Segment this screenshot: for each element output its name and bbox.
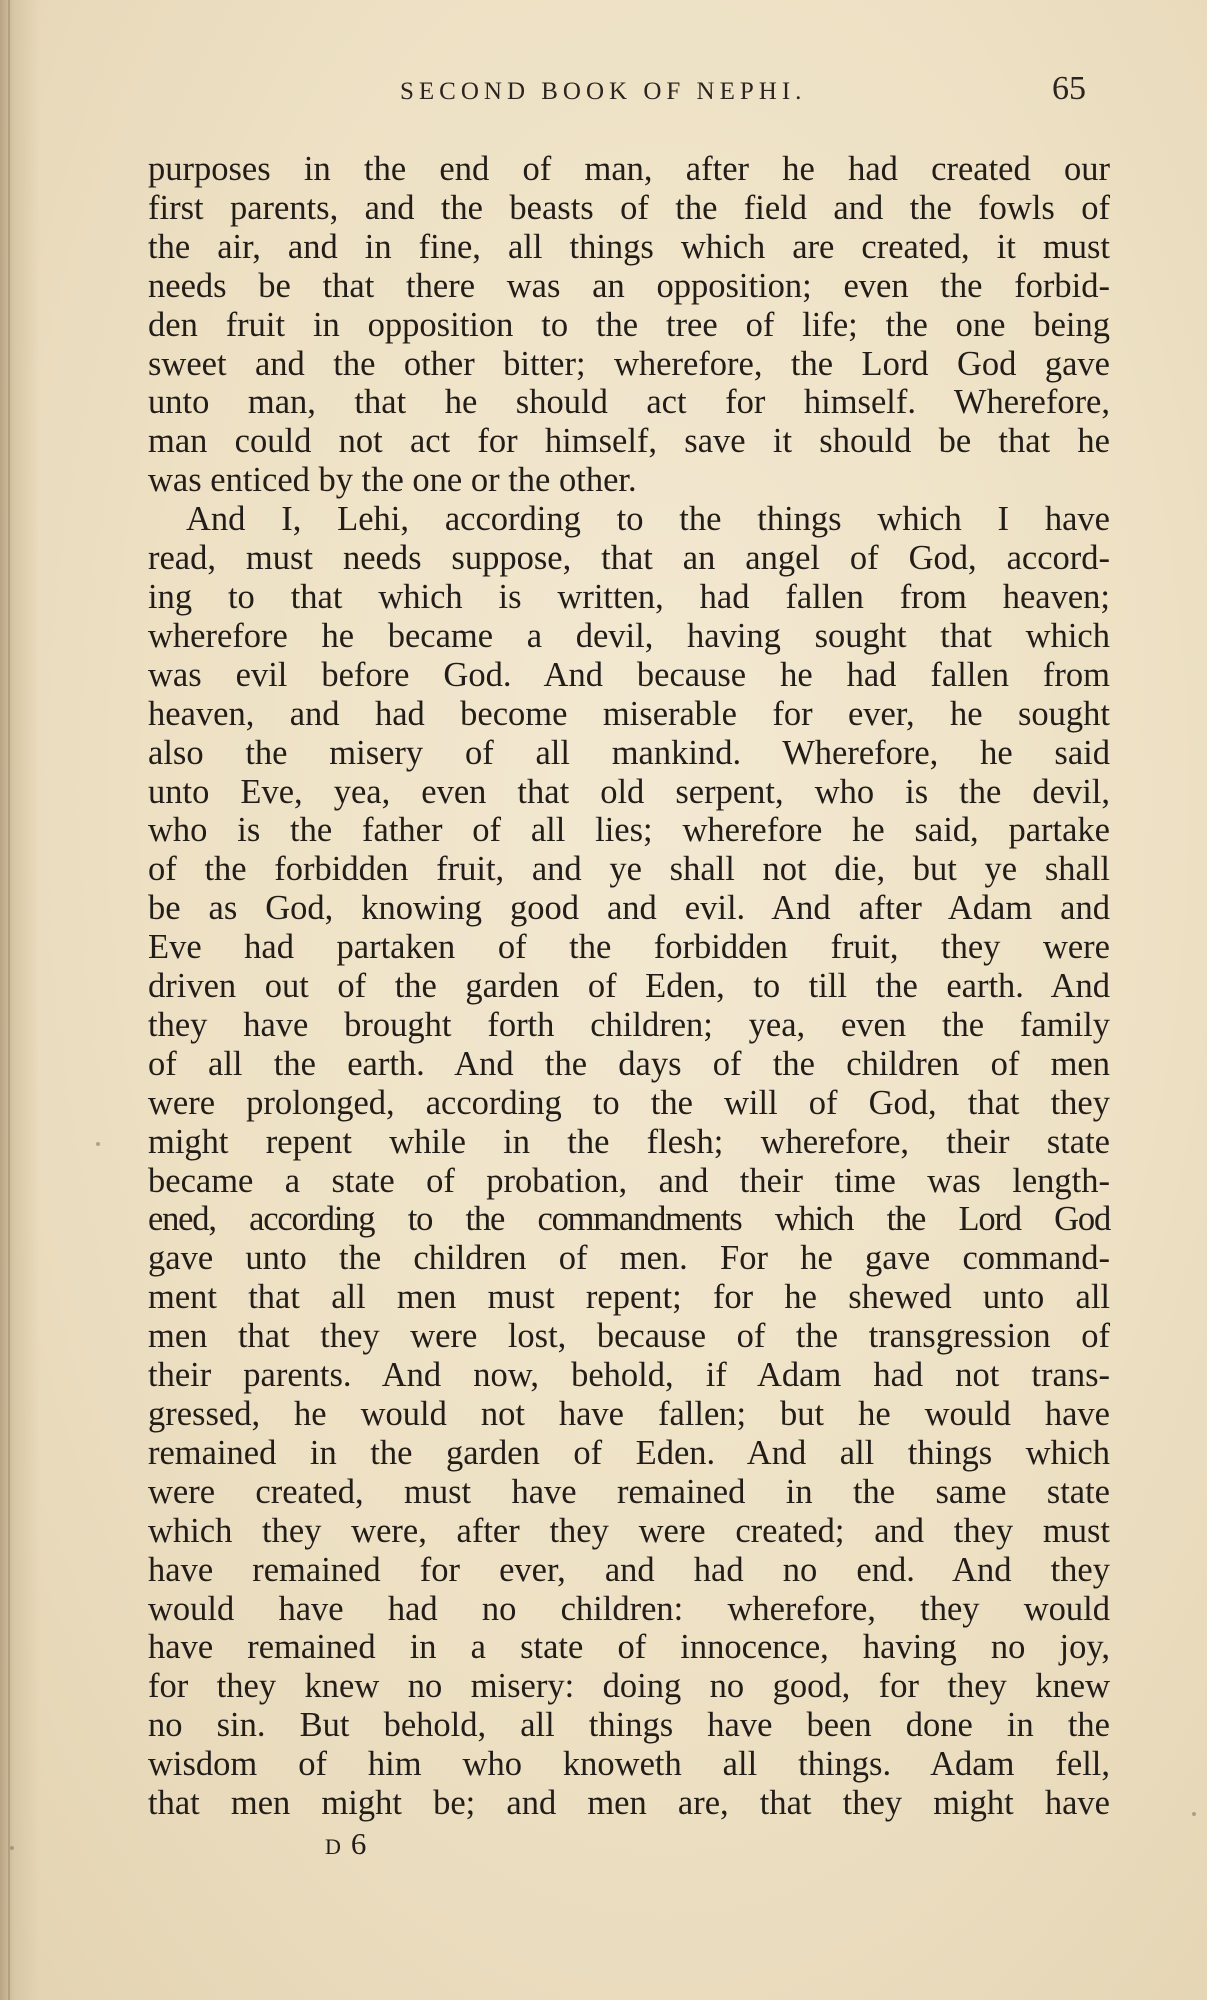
text-line: remained in the garden of Eden. And all things which [148,1433,1110,1472]
paper-speck [10,1846,14,1850]
text-line: be as God, knowing good and evil. And after Adam and [148,889,1110,928]
text-line: wherefore he became a devil, having sought that which [148,616,1110,655]
text-line: they have brought forth children; yea, even the family [148,1005,1110,1044]
text-line: ened, according to the commandments which the Lord God [148,1200,1110,1239]
text-line: were created, must have remained in the same state [148,1472,1110,1511]
text-line: were prolonged, according to the will of God, that they [148,1083,1110,1122]
text-line: who is the father of all lies; wherefore he said, partake [148,811,1110,850]
text-line: have remained in a state of innocence, having no joy, [148,1628,1110,1667]
text-line: And I, Lehi, according to the things which I have [186,500,1110,539]
text-line: became a state of probation, and their time was length- [148,1161,1110,1200]
gutter-edge [8,0,10,2000]
text-line: gave unto the children of men. For he gave command- [148,1239,1110,1278]
text-line: men that they were lost, because of the transgression of [148,1317,1110,1356]
text-line: unto man, that he should act for himself. Wherefore, [148,383,1110,422]
text-line: ing to that which is written, had fallen from heaven; [148,577,1110,616]
text-line: also the misery of all mankind. Wherefore, he said [148,733,1110,772]
text-line: for they knew no misery: doing no good, for they knew [148,1667,1110,1706]
text-line: gressed, he would not have fallen; but he would have [148,1395,1110,1433]
text-line: was enticed by the one or the other. [148,461,637,500]
paper-speck [96,1142,100,1146]
text-line: read, must needs suppose, that an angel of God, accord- [148,539,1110,578]
body-text [148,150,1110,1823]
text-line: their parents. And now, behold, if Adam had not trans- [148,1356,1110,1395]
running-head: SECOND BOOK OF NEPHI. [400,78,807,105]
paper-speck [1192,1812,1196,1816]
text-line: driven out of the garden of Eden, to till the earth. And [148,967,1110,1006]
text-line: Eve had partaken of the forbidden fruit, they were [148,928,1110,967]
text-line: first parents, and the beasts of the field and the fowls of [148,188,1110,227]
text-line: wisdom of him who knoweth all things. Adam fell, [148,1745,1110,1784]
text-line: of the forbidden fruit, and ye shall not die, but ye shall [148,850,1110,889]
text-line: no sin. But behold, all things have been done in the [148,1706,1110,1745]
text-line: den fruit in opposition to the tree of life; the one being [148,305,1110,344]
text-line: would have had no children: wherefore, they would [148,1589,1110,1628]
text-line: purposes in the end of man, after he had created our [148,150,1110,188]
signature-mark [325,1826,366,1862]
text-line: was evil before God. And because he had fallen from [148,655,1110,694]
gutter-shadow [0,0,40,2000]
text-line: the air, and in fine, all things which are created, it must [148,227,1110,266]
text-line: man could not act for himself, save it should be that he [148,422,1110,461]
page-number: 65 [1052,70,1086,107]
text-line: might repent while in the flesh; wherefore, their state [148,1122,1110,1161]
text-line: sweet and the other bitter; wherefore, the Lord God gave [148,344,1110,383]
text-line: that men might be; and men are, that they might have [148,1784,1110,1823]
text-line: heaven, and had become miserable for ever, he sought [148,694,1110,733]
signature-number: 6 [350,1826,367,1861]
text-line: of all the earth. And the days of the children of men [148,1044,1110,1083]
text-line: unto Eve, yea, even that old serpent, who is the devil, [148,772,1110,811]
text-line: needs be that there was an opposition; even the forbid- [148,266,1110,305]
text-line: which they were, after they were created; and they must [148,1511,1110,1550]
signature-letter: D [325,1834,343,1859]
text-line: have remained for ever, and had no end. And they [148,1550,1110,1589]
text-line: ment that all men must repent; for he shewed unto all [148,1278,1110,1317]
